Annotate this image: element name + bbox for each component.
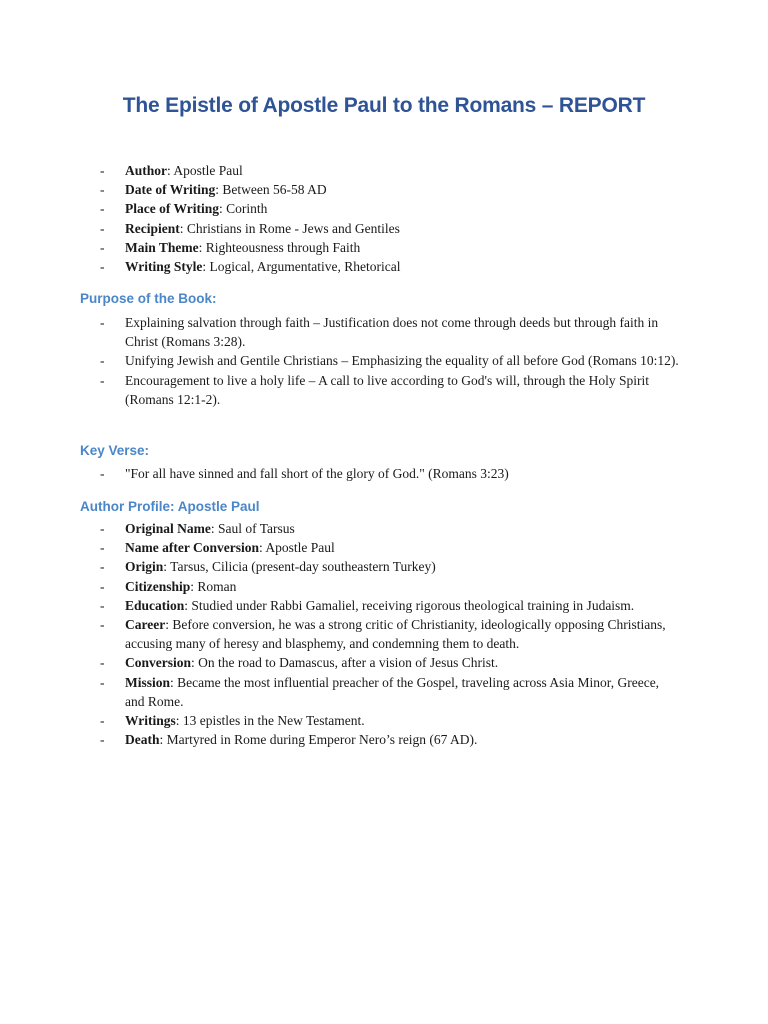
dash-bullet: -	[100, 201, 105, 217]
list-item	[100, 557, 680, 576]
item-label: Author	[125, 163, 168, 178]
list-item	[100, 653, 680, 672]
list-item	[100, 596, 680, 615]
dash-bullet: -	[100, 353, 105, 369]
item-value: : Corinth	[219, 201, 268, 217]
dash-bullet: -	[100, 732, 105, 748]
item-value: : Apostle Paul	[167, 163, 243, 178]
item-value: : Tarsus, Cilicia (present-day southeastern Turkey)	[163, 559, 436, 575]
item-label: Original Name	[125, 521, 211, 536]
list-item	[100, 730, 680, 749]
item-value: : Logical, Argumentative, Rhetorical	[202, 259, 401, 275]
dash-bullet: -	[100, 239, 105, 255]
overview-list	[100, 161, 680, 276]
key-verse-list	[100, 464, 680, 483]
list-item	[100, 577, 680, 596]
item-value: : 13 epistles in the New Testament.	[175, 713, 365, 729]
item-value: : Apostle Paul	[258, 540, 335, 556]
dash-bullet: -	[100, 674, 105, 690]
list-item	[100, 199, 680, 218]
list-item	[100, 519, 680, 538]
author-profile-list	[100, 519, 680, 749]
item-value: : Righteousness through Faith	[198, 239, 361, 255]
dash-bullet: -	[100, 372, 105, 388]
dash-bullet: -	[100, 597, 105, 613]
list-item	[100, 464, 680, 483]
item-label: Name after Conversion	[125, 540, 259, 556]
item-text: Explaining salvation through faith – Justification does not come through deeds but through faith in Christ (Romans 3:28).	[125, 315, 659, 350]
item-label: Main Theme	[125, 239, 199, 255]
list-item	[100, 711, 680, 730]
list-item	[100, 161, 680, 180]
item-label: Writing Style	[125, 259, 203, 275]
item-label: Writings	[125, 713, 176, 729]
item-label: Origin	[125, 559, 164, 575]
item-label: Death	[125, 732, 160, 748]
dash-bullet: -	[100, 578, 105, 594]
list-item	[100, 219, 680, 238]
item-text: Encouragement to live a holy life – A call to live according to God's will, through the Holy Spirit (Romans 12:1-2).	[125, 372, 649, 407]
purpose-list	[100, 313, 680, 409]
item-value: : Roman	[190, 578, 237, 594]
list-item	[100, 673, 680, 711]
author-profile-heading: Author Profile: Apostle Paul	[80, 499, 260, 514]
page-title: The Epistle of Apostle Paul to the Romans – REPORT	[122, 94, 646, 117]
item-value: : Christians in Rome - Jews and Gentiles	[179, 220, 400, 236]
list-item	[100, 257, 680, 276]
dash-bullet: -	[100, 163, 105, 178]
item-text: "For all have sinned and fall short of the glory of God." (Romans 3:23)	[125, 466, 509, 481]
item-value: : Became the most influential preacher of the Gospel, traveling across Asia Minor, Greece, and Rome.	[125, 674, 660, 709]
dash-bullet: -	[100, 259, 105, 275]
item-label: Career	[125, 617, 166, 633]
list-item	[100, 180, 680, 199]
dash-bullet: -	[100, 521, 105, 536]
item-label: Place of Writing	[125, 201, 219, 217]
item-label: Date of Writing	[125, 182, 216, 198]
dash-bullet: -	[100, 315, 105, 330]
dash-bullet: -	[100, 466, 105, 481]
dash-bullet: -	[100, 182, 105, 198]
item-label: Mission	[125, 674, 171, 690]
key-verse-heading: Key Verse:	[80, 443, 150, 458]
item-label: Education	[125, 597, 185, 613]
list-item	[100, 615, 680, 653]
dash-bullet: -	[100, 559, 105, 575]
item-value: : Saul of Tarsus	[210, 521, 295, 536]
dash-bullet: -	[100, 617, 105, 633]
item-value: : On the road to Damascus, after a vision of Jesus Christ.	[191, 655, 499, 671]
item-value: : Studied under Rabbi Gamaliel, receiving rigorous theological training in Judaism.	[184, 597, 635, 613]
dash-bullet: -	[100, 540, 105, 556]
item-label: Citizenship	[125, 578, 191, 594]
purpose-heading: Purpose of the Book:	[80, 291, 217, 306]
item-value: : Before conversion, he was a strong critic of Christianity, ideologically opposing Christians, accusing many of heresy and blasphemy, and condemning them to death.	[125, 617, 666, 652]
list-item	[100, 351, 680, 370]
list-item	[100, 538, 680, 557]
item-label: Recipient	[125, 220, 180, 236]
dash-bullet: -	[100, 220, 105, 236]
item-value: : Martyred in Rome during Emperor Nero’s reign (67 AD).	[159, 732, 478, 748]
item-value: : Between 56-58 AD	[215, 182, 327, 198]
list-item	[100, 371, 680, 409]
dash-bullet: -	[100, 713, 105, 729]
item-text: Unifying Jewish and Gentile Christians – Emphasizing the equality of all before God (Romans 10:12).	[125, 353, 679, 369]
list-item	[100, 238, 680, 257]
dash-bullet: -	[100, 655, 105, 671]
list-item	[100, 313, 680, 351]
item-label: Conversion	[125, 655, 192, 671]
